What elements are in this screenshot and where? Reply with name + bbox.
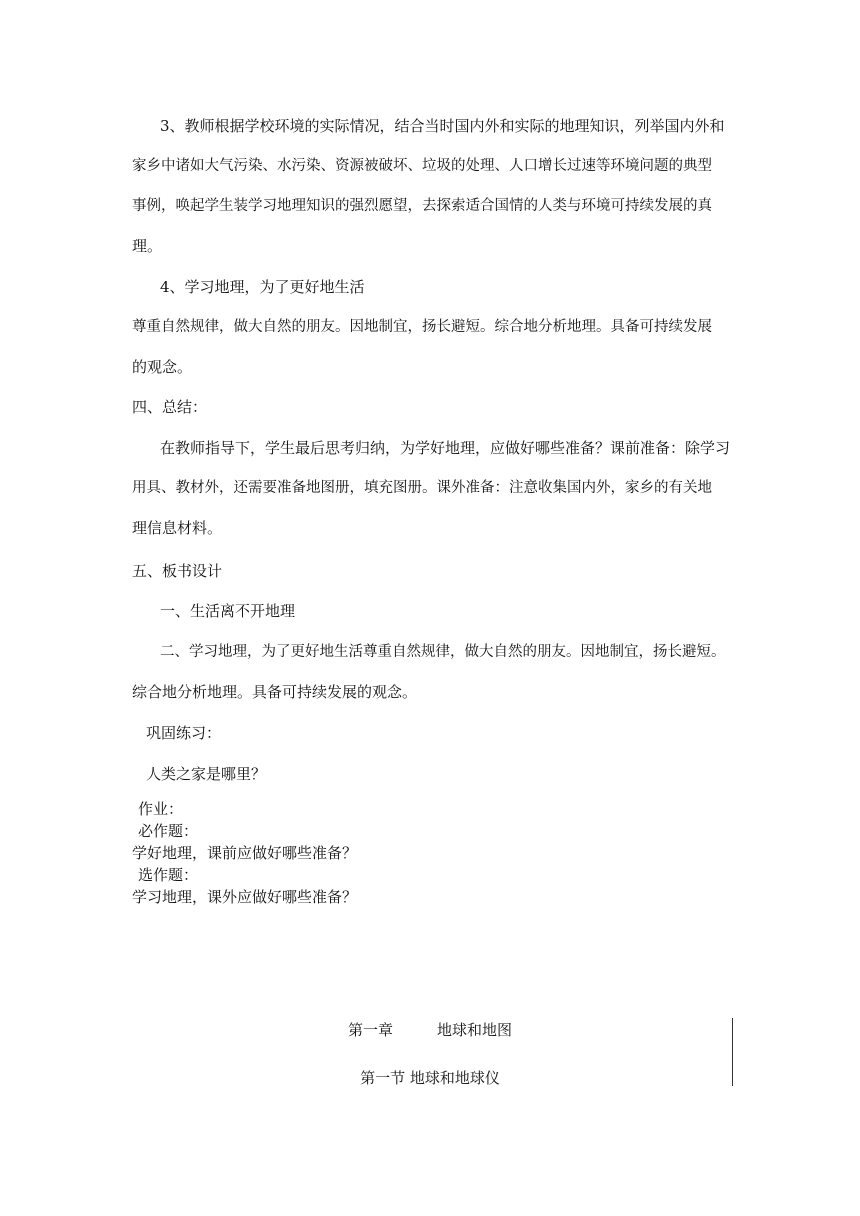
paragraph-4-heading: 4、学习地理，为了更好地生活 xyxy=(160,278,365,296)
margin-rule xyxy=(732,1018,733,1086)
practice-question: 人类之家是哪里？ xyxy=(146,765,267,783)
board-item-1: 一、生活离不开地理 xyxy=(160,602,296,620)
paragraph-3-line-3: 事例，唤起学生装学习地理知识的强烈愿望，去探索适合国情的人类与环境可持续发展的真 xyxy=(132,198,712,214)
summary-line-2: 用具、教材外，还需要准备地图册，填充图册。课外准备：注意收集国内外，家乡的有关地 xyxy=(132,480,712,496)
section-heading: 第一节 地球和地球仪 xyxy=(360,1069,500,1087)
summary-line-3: 理信息材料。 xyxy=(132,519,223,537)
required-question: 学好地理，课前应做好哪些准备？ xyxy=(132,844,358,862)
summary-line-1: 在教师指导下，学生最后思考归纳，为学好地理，应做好哪些准备？课前准备：除学习 xyxy=(160,439,731,457)
paragraph-3-line-2: 家乡中诸如大气污染、水污染、资源被破坏、垃圾的处理、人口增长过速等环境问题的典型 xyxy=(132,158,712,174)
chapter-number: 第一章 xyxy=(347,1021,393,1039)
practice-heading: 巩固练习： xyxy=(146,724,222,742)
summary-heading: 四、总结： xyxy=(132,398,208,416)
chapter-title: 地球和地图 xyxy=(437,1021,513,1039)
optional-question: 学习地理，课外应做好哪些准备？ xyxy=(132,888,358,906)
paragraph-3-line-4: 理。 xyxy=(132,237,163,255)
optional-label: 选作题： xyxy=(138,866,199,884)
homework-heading: 作业： xyxy=(138,800,184,818)
paragraph-3-line-1: 3、教师根据学校环境的实际情况，结合当时国内外和实际的地理知识，列举国内外和 xyxy=(160,117,725,135)
board-item-2-line-1: 二、学习地理，为了更好地生活尊重自然规律，做大自然的朋友。因地制宜，扬长避短。 xyxy=(160,644,726,660)
board-item-2-line-2: 综合地分析地理。具备可持续发展的观念。 xyxy=(132,683,418,701)
paragraph-4-line-2: 的观念。 xyxy=(132,358,193,376)
paragraph-4-line-1: 尊重自然规律，做大自然的朋友。因地制宜，扬长避短。综合地分析地理。具备可持续发展 xyxy=(132,319,712,335)
required-label: 必作题： xyxy=(138,822,199,840)
chapter-heading xyxy=(300,1020,560,1040)
board-design-heading: 五、板书设计 xyxy=(132,562,223,580)
